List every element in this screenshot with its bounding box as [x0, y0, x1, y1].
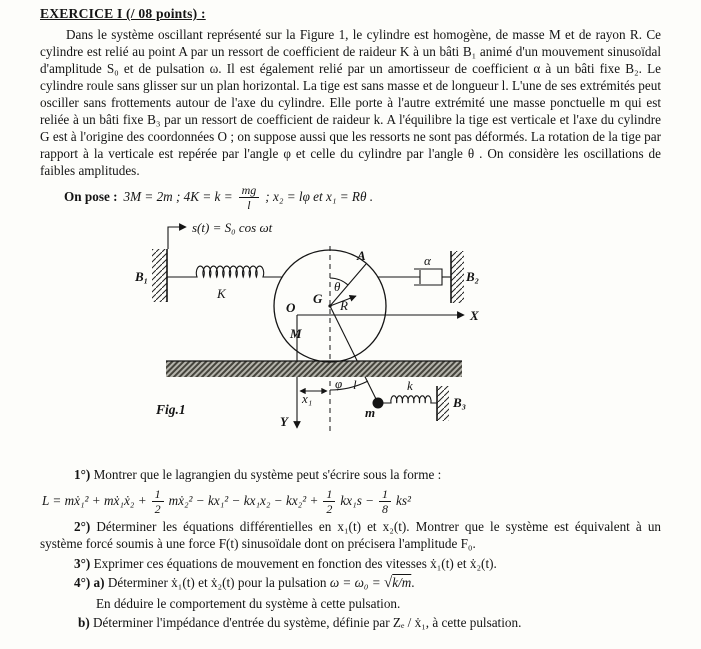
questions-section: [40, 466, 661, 632]
question-4b-number: b): [78, 615, 90, 630]
pose-label: On pose :: [64, 189, 118, 204]
figure-1-drawing: [0, 210, 701, 440]
lagrangian-part: kx₁s −: [340, 493, 375, 508]
label-spring-k: k: [407, 378, 413, 393]
question-4b-text: Déterminer l'impédance d'entrée du système, définie par Zₑ / ẋ₁, à cette pulsation.: [93, 615, 522, 630]
lagrangian-formula: [42, 488, 661, 515]
sqrt-radicand: k/m: [392, 575, 412, 590]
question-4a-period: .: [411, 575, 415, 590]
frac-den: l: [247, 197, 251, 212]
intro-paragraph: Dans le système oscillant représenté sur la Figure 1, le cylindre est homogène, de masse M et de rayon R. Ce cylindre est relié au point A par un ressort de coefficient de raideur K à un bâti B₁ animé d'un mouvement sinusoïdal d'amplitude S₀ et de pulsation ω. Il est également relié par un amortisseur de coefficient α à un bâti fixe B₂. Le cylindre roule sans glisser sur un plan horizontal. La tige est sans masse et de longueur l. L'une de ses extrémités peut osciller sans frottements autour de l'axe du cylindre. Elle porte à l'autre extrémité une masse ponctuelle m qui est reliée à un bâti fixe B₃ par un ressort de coefficient de raideur k. A l'équilibre la tige est verticale et l'axe du cylindre G est à l'origine des coordonnées O ; on suppose aussi que les ressorts ne sont pas déformés. La rotation de la tige par rapport à la verticale est repérée par l'angle φ et celle du cylindre par l'angle θ . On considère les oscillations de faibles amplitudes.: [40, 27, 661, 178]
excitation-arrow: [168, 227, 186, 249]
label-G: G: [313, 291, 323, 306]
question-1: [40, 466, 661, 484]
frac-num: mg: [239, 184, 260, 198]
question-2-number: 2°): [74, 518, 91, 534]
lagrangian-part: L = mẋ₁² + mẋ₁ẋ₂ +: [42, 493, 147, 508]
question-1-text: Montrer que le lagrangien du système peut s'écrire sous la forme :: [93, 467, 442, 482]
label-phi: φ: [335, 376, 343, 391]
fraction-1-8: [379, 488, 391, 515]
label-b3: B₃: [453, 395, 467, 410]
lagrangian-part: ks²: [396, 493, 411, 508]
question-4a-text: Déterminer ẋ₁(t) et ẋ₂(t) pour la pulsation: [107, 575, 327, 590]
label-mass-m: m: [365, 405, 376, 420]
spring-K: [167, 266, 282, 277]
frac-den: 2: [154, 501, 161, 516]
pose-equation-post: ; x₂ = lφ et x₁ = Rθ .: [265, 189, 374, 204]
label-theta: θ: [334, 279, 341, 294]
figure-1: [0, 210, 701, 440]
label-damper-alpha: α: [424, 253, 431, 268]
label-point-A: A: [357, 248, 366, 263]
label-b2: B₂: [466, 269, 480, 284]
figure-caption: Fig.1: [156, 402, 186, 417]
wall-b1: [152, 249, 167, 302]
label-x1: x₁: [302, 391, 313, 406]
fraction-mg-over-l: [239, 184, 260, 211]
ground-hatched-band: [166, 361, 462, 377]
question-3: [40, 555, 661, 573]
exercise-title: EXERCICE I (/ 08 points) :: [40, 6, 206, 21]
question-4b: [40, 614, 661, 632]
frac-den: 2: [326, 501, 333, 516]
frac-den: 8: [382, 501, 389, 516]
spring-k: [383, 396, 437, 403]
frac-num: 1: [323, 488, 335, 502]
question-2-text: Déterminer les équations différentielles en x₁(t) et x₂(t). Montrer que le système est équivalent à un système forcé soumis à une force F(t) sinusoïdale dont on précisera l'amplitude F₀.: [40, 518, 662, 551]
pose-equation-pre: 3M = 2m ; 4K = k =: [123, 189, 233, 204]
label-M: M: [290, 326, 302, 341]
question-2: [40, 518, 661, 553]
label-O: O: [286, 300, 296, 315]
question-4a-equation: ω = ω₀ =: [329, 575, 381, 590]
label-R: R: [340, 298, 348, 313]
label-spring-K: K: [217, 286, 226, 301]
label-X-axis: X: [470, 308, 479, 323]
frac-num: 1: [379, 488, 391, 502]
fraction-1-2: [323, 488, 335, 515]
label-rod-length: l: [353, 377, 357, 392]
lagrangian-part: mẋ₂² − kx₁² − kx₁x₂ − kx₂² +: [168, 493, 319, 508]
fraction-1-2: [152, 488, 164, 515]
wall-b3: [437, 386, 449, 421]
question-4a-number: 4°) a): [74, 575, 105, 590]
label-Y-axis: Y: [280, 414, 288, 429]
question-3-number: 3°): [74, 555, 91, 571]
label-b1: B₁: [135, 269, 149, 284]
sqrt-sign: √: [384, 575, 393, 591]
question-1-number: 1°): [74, 467, 91, 482]
cylinder-center-dot: [328, 304, 331, 307]
given-relations-line: [40, 184, 661, 210]
question-4a: [40, 574, 661, 593]
question-4a-followup: En déduire le comportement du système à cette pulsation.: [96, 595, 401, 611]
wall-b2: [451, 251, 464, 303]
signal-label: s(t) = S₀ cos ωt: [192, 220, 273, 235]
frac-num: 1: [152, 488, 164, 502]
question-3-text: Exprimer ces équations de mouvement en fonction des vitesses ẋ₁(t) et ẋ₂(t).: [93, 555, 497, 571]
